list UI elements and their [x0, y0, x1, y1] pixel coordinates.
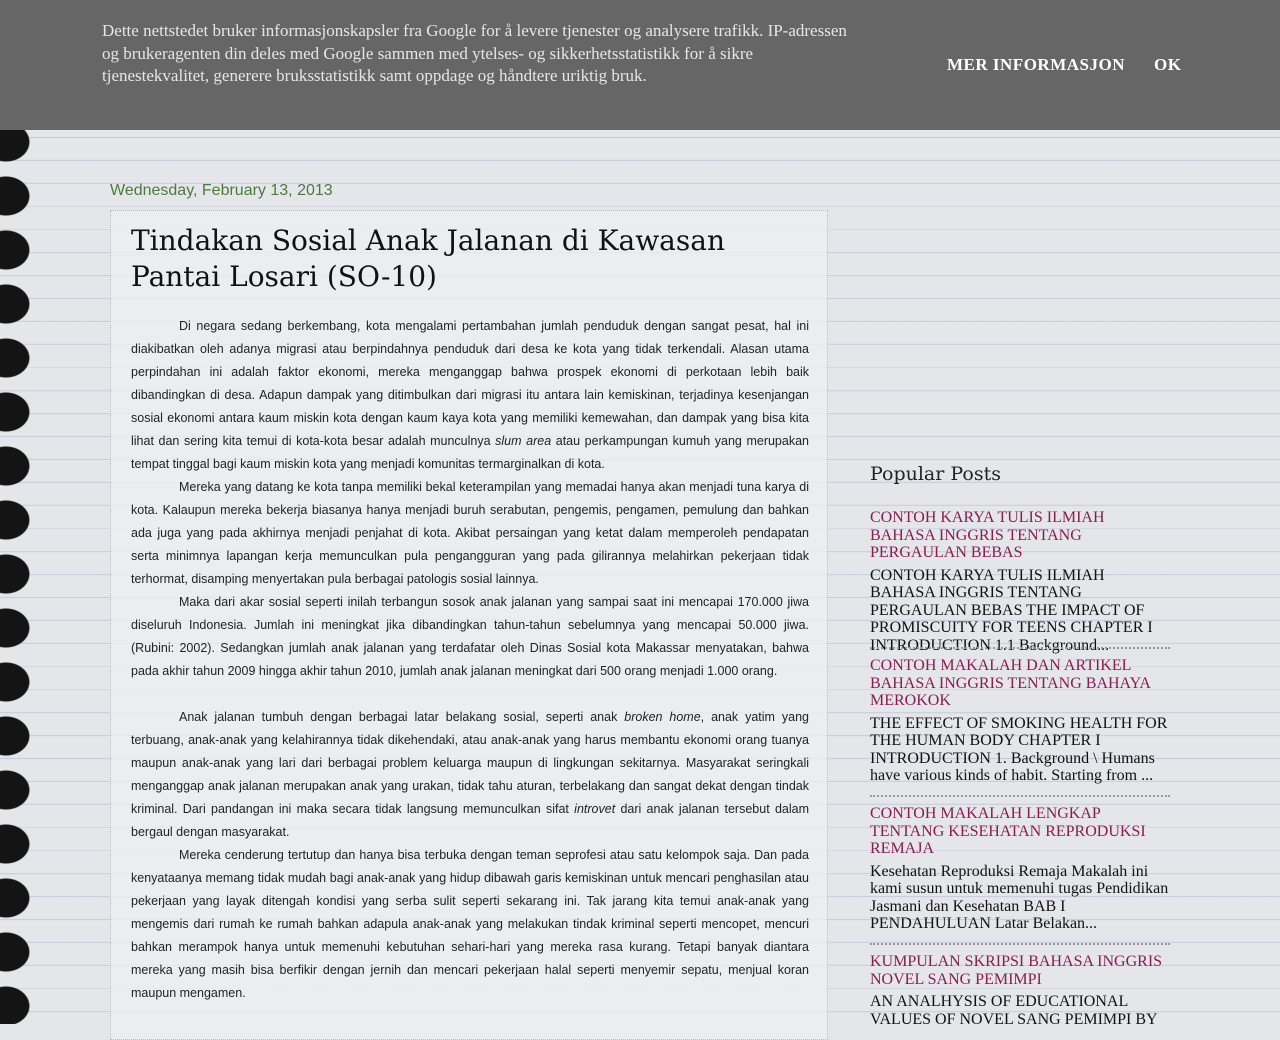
post-paragraph: Maka dari akar sosial seperti inilah terbangun sosok anak jalanan yang sampai saat ini mencapai 170.000 jiwa diseluruh Indonesia. Jumlah ini meningkat jika dibandingkan tahun-tahun sebelumnya yang mencapai 50.000 jiwa. (Rubini: 2002). Sedangkan jumlah anak jalanan yang terdafatar oleh Dinas Sosial kota Makassar menyatakan, bahwa pada akhir tahun 2009 hingga akhir tahun 2010, jumlah anak jalanan meningkat dari 500 orang menjadi 1.000 orang.: [131, 595, 809, 678]
notebook-binding-holes: [0, 120, 38, 1024]
popular-post-snippet: Kesehatan Reproduksi Remaja Makalah ini kami susun untuk memenuhi tugas Pendidikan Jasmani dan Kesehatan BAB I PENDAHULUAN Latar Belakan...: [870, 862, 1169, 932]
divider: [870, 647, 1170, 649]
paragraph-spacer: [131, 683, 809, 706]
post-paragraph: Mereka yang datang ke kota tanpa memiliki bekal keterampilan yang memadai hanya akan menjadi tuna karya di kota. Kalaupun mereka bekerja biasanya hanya menjadi buruh serabutan, pengemis, pengamen, pemulung dan bahkan ada juga yang pada akhirnya menjadi penjahat di kota. Akibat persaingan yang ketat dalam memperoleh pendapatan serta minimnya lapangan kerja memunculkan pula pengangguran yang pada gilirannya melahirkan pekerjaan tidak terhormat, disamping menyertakan pula berbagai patologis sosial lainnya.: [131, 480, 809, 586]
post-date: Wednesday, February 13, 2013: [110, 182, 333, 199]
ok-button[interactable]: OK: [1154, 55, 1182, 74]
divider: [870, 943, 1170, 945]
more-info-button[interactable]: MER INFORMASJON: [947, 55, 1125, 74]
post-paragraph: Di negara sedang berkembang, kota mengalami pertambahan jumlah penduduk dengan sangat pesat, hal ini diakibatkan oleh adanya migrasi atau berpindahnya penduduk dari desa ke kota yang tidak terkendali. Alasan utama perpindahan ini adalah faktor ekonomi, mereka menganggap bahwa prospek ekonomi di perkotaan lebih baik dibandingkan di desa. Adapun dampak yang ditimbulkan dari migrasi itu antara lain kemiskinan, terjadinya kesenjangan sosial ekonomi antara kaum miskin kota dengan kaum kaya kota yang memiliki kemewahan, dan dampak yang bisa kita lihat dan sering kita temui di kota-kota besar adalah munculnya slum area atau perkampungan kumuh yang merupakan tempat tinggal bagi kaum miskin kota yang menjadi komunitas termarginalkan di kota.: [131, 319, 809, 471]
popular-post-link[interactable]: KUMPULAN SKRIPSI BAHASA INGGRIS NOVEL SANG PEMIMPI: [870, 953, 1163, 988]
popular-post-item: [870, 657, 1170, 785]
popular-post-item: [870, 509, 1170, 654]
popular-post-snippet: THE EFFECT OF SMOKING HEALTH FOR THE HUMAN BODY CHAPTER I INTRODUCTION 1. Background \ Humans have various kinds of habit. Starting from ...: [870, 714, 1168, 784]
popular-post-snippet: AN ANALHYSIS OF EDUCATIONAL VALUES OF NOVEL SANG PEMIMPI BY: [870, 993, 1158, 1028]
popular-post-link[interactable]: CONTOH MAKALAH LENGKAP TENTANG KESEHATAN REPRODUKSI REMAJA: [870, 805, 1146, 857]
post-body: [131, 315, 809, 1005]
post-paragraph: Mereka cenderung tertutup dan hanya bisa terbuka dengan teman seprofesi atau satu kelompok saja. Dan pada kenyataanya memang tidak mudah bagi anak-anak yang hidup dibawah garis kemiskinan untuk mencari penghasilan atau pekerjaan yang layak ditengah kondisi yang serba sulit seperti sekarang ini. Tak jarang kita temui anak-anak yang mengemis dari rumah ke rumah bahkan adapula anak-anak yang melakukan tindak kriminal seperti mencopet, mencuri bahkan merampok hanya untuk memenuhi kebutuhan sehari-hari yang mereka rasa kurang. Tetapi banyak diantara mereka yang masih bisa berfikir dengan jernih dan mencari pekerjaan halal seperti menyemir sepatu, menjual koran maupun mengamen.: [131, 848, 809, 1000]
popular-post-item: [870, 805, 1170, 933]
cookie-consent-bar: [0, 0, 1280, 130]
post-container: [110, 210, 828, 1040]
cookie-notice-text: Dette nettstedet bruker informasjonskapsler fra Google for å levere tjenester og analysere trafikk. IP-adressen og brukeragenten din deles med Google sammen med ytelses- og sikkerhetsstatistikk for å sikre tjenestekvalitet, generere bruksstatistikk samt oppdage og håndtere uriktig bruk.: [102, 21, 847, 85]
popular-post-link[interactable]: CONTOH MAKALAH DAN ARTIKEL BAHASA INGGRIS TENTANG BAHAYA MEROKOK: [870, 657, 1151, 709]
divider: [870, 795, 1170, 797]
popular-post-link[interactable]: CONTOH KARYA TULIS ILMIAH BAHASA INGGRIS TENTANG PERGAULAN BEBAS: [870, 509, 1105, 561]
post-title[interactable]: Tindakan Sosial Anak Jalanan di Kawasan Pantai Losari (SO-10): [131, 224, 725, 293]
post-paragraph: Anak jalanan tumbuh dengan berbagai latar belakang sosial, seperti anak broken home, anak yatim yang terbuang, anak-anak yang kelahirannya tidak dikehendaki, atau anak-anak yang harus membantu ekonomi orang tuanya maupun anak-anak yang lari dari berbagai problem keluarga maupun di lingkungan sekitarnya. Masyarakat seringkali menganggap anak jalanan merupakan anak yang urakan, tidak tahu aturan, terbelakang dan sangat dekat dengan tindak kriminal. Dari pandangan ini maka secara tidak langsung memunculkan sifat introvet dari anak jalanan tersebut dalam bergaul dengan masyarakat.: [131, 710, 810, 839]
popular-post-item: [870, 953, 1170, 1028]
popular-post-snippet: CONTOH KARYA TULIS ILMIAH BAHASA INGGRIS TENTANG PERGAULAN BEBAS THE IMPACT OF PROMISCUITY FOR TEENS CHAPTER I INTRODUCTION 1.1 Background...: [870, 566, 1153, 654]
popular-posts-heading: Popular Posts: [870, 463, 1001, 485]
